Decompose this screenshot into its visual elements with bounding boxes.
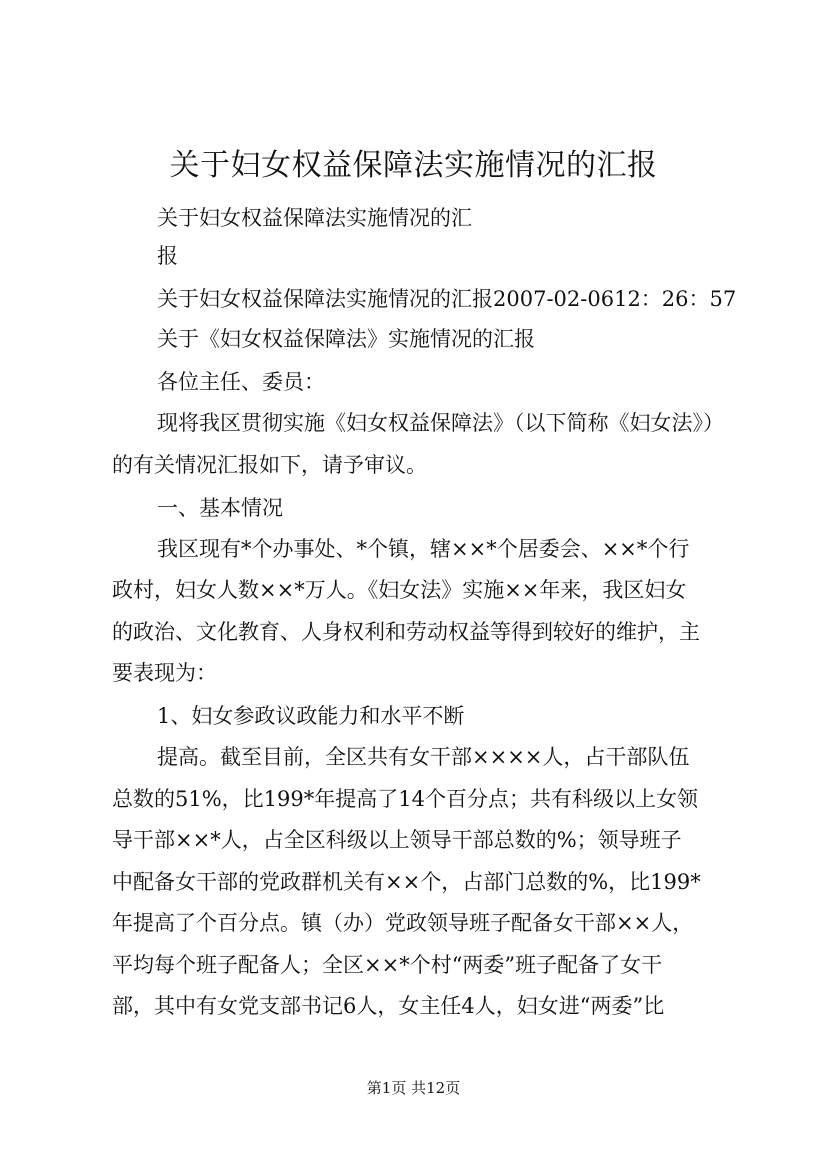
text-line: 政村，妇女人数××*万人。《妇女法》实施××年来，我区妇女 [112, 578, 687, 602]
text-line: 总数的51%，比199*年提高了14个百分点；共有科级以上女领 [112, 787, 698, 811]
text-line: 我区现有*个办事处、*个镇，辖××*个居委会、××*个行 [157, 537, 690, 561]
text-line: 部，其中有女党支部书记6人，女主任4人，妇女进“两委”比 [112, 994, 665, 1018]
text-line: 1、妇女参政议政能力和水平不断 [157, 704, 465, 728]
text-line: 的有关情况汇报如下，请予审议。 [112, 453, 427, 477]
text-line: 年提高了个百分点。镇（办）党政领导班子配备女干部××人， [112, 911, 694, 935]
text-line: 提高。截至目前，全区共有女干部××××人，占干部队伍 [157, 745, 690, 769]
text-line: 一、基本情况 [157, 496, 283, 520]
text-line: 平均每个班子配备人；全区××*个村“两委”班子配备了女干 [112, 953, 663, 977]
text-line: 关于妇女权益保障法实施情况的汇 [157, 206, 472, 230]
text-line: 关于妇女权益保障法实施情况的汇报2007-02-0612：26：57 [157, 287, 737, 311]
text-line: 各位主任、委员： [157, 370, 325, 394]
text-line: 关于《妇女权益保障法》实施情况的汇报 [157, 327, 535, 351]
document-title: 关于妇女权益保障法实施情况的汇报 [169, 148, 658, 183]
text-line: 报 [157, 244, 178, 268]
text-line: 要表现为： [112, 661, 217, 685]
page-footer: 第1页 共12页 [366, 1079, 461, 1097]
text-line: 现将我区贯彻实施《妇女权益保障法》（以下简称《妇女法》） [157, 411, 724, 435]
text-line: 的政治、文化教育、人身权利和劳动权益等得到较好的维护，主 [112, 620, 700, 644]
text-line: 导干部××*人，占全区科级以上领导干部总数的%；领导班子 [112, 828, 682, 852]
text-line: 中配备女干部的党政群机关有××个，占部门总数的%，比199* [112, 870, 701, 894]
